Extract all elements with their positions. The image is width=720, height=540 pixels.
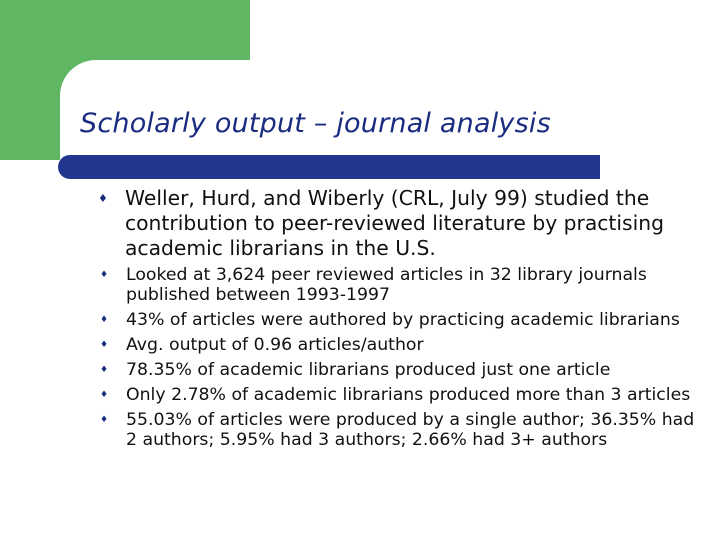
sub-bullet <box>100 360 708 380</box>
sub-bullet <box>100 410 708 450</box>
sub-bullet <box>100 310 708 330</box>
sub-bullet-text: 78.35% of academic librarians produced just one article <box>126 360 611 380</box>
sub-bullet-text: Only 2.78% of academic librarians produced more than 3 articles <box>126 385 691 405</box>
sub-bullet-text: Looked at 3,624 peer reviewed articles in 32 library journals published between 1993-1997 <box>126 265 647 305</box>
bullet-content <box>98 186 708 455</box>
main-bullet <box>98 186 708 261</box>
diamond-bullet-icon: ♦ <box>100 365 109 375</box>
sub-bullet-list <box>100 265 708 450</box>
sub-bullet <box>100 265 708 305</box>
diamond-bullet-icon: ♦ <box>100 315 109 325</box>
main-bullet-text: Weller, Hurd, and Wiberly (CRL, July 99) studied the contribution to peer-reviewed literature by practising academic librarians in the U.S. <box>125 186 664 260</box>
diamond-bullet-icon: ♦ <box>100 270 109 280</box>
sub-bullet-text: 55.03% of articles were produced by a single author; 36.35% had 2 authors; 5.95% had 3 authors; 2.66% had 3+ authors <box>126 410 695 450</box>
diamond-bullet-icon: ♦ <box>98 192 108 205</box>
sub-bullet <box>100 385 708 405</box>
sub-bullet <box>100 335 708 355</box>
diamond-bullet-icon: ♦ <box>100 415 109 425</box>
sub-bullet-text: Avg. output of 0.96 articles/author <box>126 335 424 355</box>
slide-title: Scholarly output – journal analysis <box>80 108 551 139</box>
diamond-bullet-icon: ♦ <box>100 340 109 350</box>
title-underline-bar <box>58 155 600 179</box>
sub-bullet-text: 43% of articles were authored by practicing academic librarians <box>126 310 680 330</box>
diamond-bullet-icon: ♦ <box>100 390 109 400</box>
